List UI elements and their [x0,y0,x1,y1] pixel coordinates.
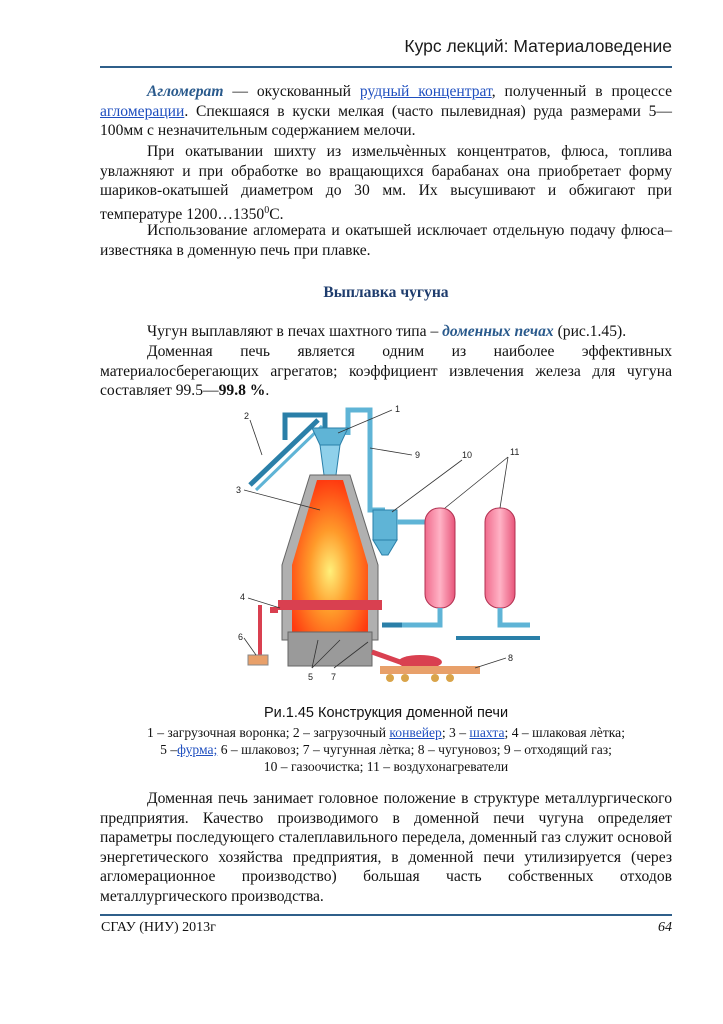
figure-caption-line-3: 10 – газоочистка; 11 – воздухонагреватели [263,759,509,774]
term-aglomerat: Агломерат [147,83,224,100]
section-title: Выплавка чугуна [323,284,449,301]
label-3: 3 [236,485,242,495]
label-2: 2 [244,411,250,421]
text: Чугун выплавляют в печах шахтного типа – [147,323,443,340]
text: 5 – [160,742,178,757]
term-blast-furnaces: доменных печах [442,323,554,340]
header-divider [100,66,672,68]
link-agglomeration[interactable]: агломерации [100,102,185,120]
text: , полученный в процессе [491,83,673,100]
paragraph-pellets [100,142,672,225]
label-4: 4 [240,592,246,602]
slag-car [248,655,268,665]
link-conveyor[interactable]: конвейер [389,725,442,740]
text: . Спекшаяся в куски мелкая (часто пылевидная) руда размерами 5—100мм с незначительным содержанием мелочи. [100,102,672,140]
link-ore-concentrate[interactable]: рудный концентрат [359,83,492,100]
text: При окатывании шихту из измельчѐнных концентратов, флюса, топлива увлажняют и при обработке во вращающихся барабанах она приобретает форму шариков-окатышей диаметром до 30 мм. Их высушивают и обжигают при температуре 1200…1350 [100,143,672,223]
paragraph-role: Доменная печь занимает головное положение в структуре металлургического предприятия. Качество производимого в доменной печи чугуна определяет параметры последующего сталеплавильного передела, доменный газ служит основой энергетического хозяйства предприятия, в доменной печи утилизируется (через агломерационное производство) большая часть собственных отходов металлургического производства. [100,790,672,905]
blast-furnace-diagram [230,400,550,700]
page-header: Курс лекций: Материаловедение [404,36,672,56]
superscript: 0 [264,204,270,216]
link-shaft[interactable]: шахта [469,725,505,740]
gas-cleaning [373,510,397,540]
text: ; 4 – шлаковая лѐтка; [504,725,625,740]
footer-org: СГАУ (НИУ) 2013г [101,920,216,935]
label-10: 10 [462,450,473,460]
text: 6 – шлаковоз; 7 – чугунная лѐтка; 8 – чугуновоз; 9 – отходящий газ; [217,742,612,757]
text: Доменная печь является одним из наиболее эффективных материалосберегающих агрегатов; коэффициент извлечения железа для чугуна составляет 99.5— [100,343,672,400]
text: 1 – загрузочная воронка; 2 – загрузочный [147,725,390,740]
text: . [265,382,270,400]
air-heater-2 [485,508,515,608]
label-6: 6 [238,632,244,642]
page-number: 64 [658,920,672,935]
text: С. [269,205,284,223]
paragraph-aglomerat [100,82,672,141]
label-9: 9 [415,450,421,460]
text: ; 3 – [441,725,470,740]
paragraph-flux: Использование агломерата и окатышей исключает отдельную подачу флюса– известняка в доменную печь при плавке. [100,222,672,259]
footer-divider [100,914,672,916]
paragraph-efficiency [100,342,672,401]
label-1: 1 [395,404,401,414]
label-7: 7 [331,672,337,682]
text: — окускованный [223,83,360,100]
figure-caption-title: Ри.1.45 Конструкция доменной печи [263,705,509,721]
label-8: 8 [508,653,514,663]
figure-caption-line-1 [100,724,672,741]
label-11: 11 [510,447,520,457]
label-5: 5 [308,672,314,682]
air-heater-1 [425,508,455,608]
figure-caption-line-2 [100,741,672,758]
paragraph-blast-furnace [100,322,672,342]
bold-value: 99.8 % [218,382,266,400]
text: (рис.1.45). [553,323,627,340]
link-tuyere[interactable]: фурма; [177,742,218,757]
loading-hopper [312,428,348,445]
